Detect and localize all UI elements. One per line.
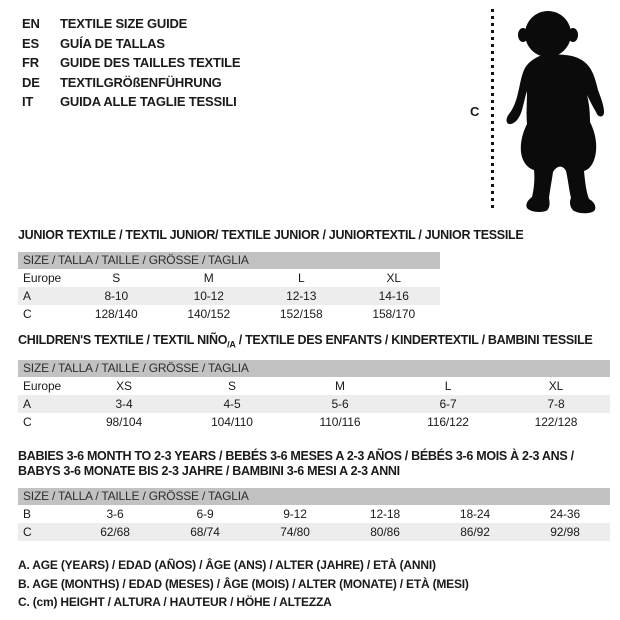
- age-value: 3-4: [115, 397, 133, 411]
- table-row-months: [18, 505, 610, 523]
- size-bar: SIZE / TALLA / TAILLE / GRÖSSE / TAGLIA: [18, 360, 610, 377]
- height-value: 104/110: [211, 415, 253, 429]
- row-label: Europe: [23, 379, 62, 393]
- height-value: 74/80: [280, 525, 310, 539]
- months-value: 6-9: [196, 507, 214, 521]
- age-value: 4-5: [223, 397, 241, 411]
- row-label: Europe: [23, 270, 62, 285]
- months-value: 9-12: [283, 507, 307, 521]
- months-value: 24-36: [549, 507, 581, 521]
- row-label: B: [23, 507, 31, 521]
- size-bar: SIZE / TALLA / TAILLE / GRÖSSE / TAGLIA: [18, 488, 610, 505]
- size-value: XL: [548, 379, 564, 393]
- section-title-junior: JUNIOR TEXTILE / TEXTIL JUNIOR/ TEXTILE JUNIOR / JUNIORTEXTIL / JUNIOR TESSILE: [18, 227, 524, 242]
- guide-title: GUIDE DES TAILLES TEXTILE: [60, 55, 241, 70]
- age-value: 7-8: [547, 397, 565, 411]
- language-code: DE: [22, 74, 40, 90]
- title-part: CHILDREN'S TEXTILE / TEXTIL NIÑO: [18, 332, 228, 347]
- height-value: 80/86: [370, 525, 400, 539]
- age-value: 5-6: [331, 397, 349, 411]
- language-row-it: [18, 92, 612, 112]
- children-size-table: [18, 360, 612, 431]
- age-value: 8-10: [104, 288, 129, 303]
- footnote-age-years: A. AGE (YEARS) / EDAD (AÑOS) / ÂGE (ANS) / ALTER (JAHRE) / ETÀ (ANNI): [18, 558, 436, 572]
- section-title-babies-line2: BABYS 3-6 MONATE BIS 2-3 JAHRE / BAMBINI 3-6 MESI A 2-3 ANNI: [18, 464, 400, 478]
- size-value: M: [203, 270, 214, 285]
- section-children: [18, 333, 612, 432]
- row-label: A: [23, 288, 31, 303]
- language-row-fr: [18, 53, 612, 73]
- size-value: XS: [116, 379, 132, 393]
- language-row-es: [18, 34, 612, 54]
- height-value: 62/68: [100, 525, 130, 539]
- row-label: C: [23, 415, 32, 429]
- row-label: C: [23, 306, 32, 321]
- title-part: / TEXTILE DES ENFANTS / KINDERTEXTIL / BAMBINI TESSILE: [235, 332, 593, 347]
- age-value: 10-12: [193, 288, 224, 303]
- language-code: ES: [22, 35, 39, 51]
- age-value: 14-16: [378, 288, 409, 303]
- height-value: 98/104: [105, 415, 143, 429]
- section-title-children: [18, 333, 612, 353]
- age-value: 6-7: [439, 397, 457, 411]
- size-value: L: [297, 270, 305, 285]
- footnote-age-months: B. AGE (MONTHS) / EDAD (MESES) / ÂGE (MOIS) / ALTER (MONATE) / ETÀ (MESI): [18, 576, 469, 591]
- height-value: 86/92: [460, 525, 490, 539]
- height-value: 158/170: [372, 306, 416, 321]
- title-subscript: /A: [227, 339, 236, 349]
- height-measure-label: C: [470, 104, 480, 119]
- guide-title: GUÍA DE TALLAS: [60, 35, 165, 51]
- row-label: A: [23, 397, 31, 411]
- footnote-height-cm: C. (cm) HEIGHT / ALTURA / HAUTEUR / HÖHE / ALTEZZA: [18, 595, 332, 609]
- legend-footnotes: [18, 556, 612, 612]
- table-row-europe: [18, 377, 610, 395]
- language-title-list: [18, 14, 612, 112]
- babies-size-table: [18, 488, 612, 541]
- table-row-age: [18, 395, 610, 413]
- height-value: 92/98: [550, 525, 580, 539]
- size-value: L: [444, 379, 452, 393]
- height-value: 152/158: [279, 306, 323, 321]
- height-value: 68/74: [190, 525, 220, 539]
- months-value: 12-18: [369, 507, 401, 521]
- table-row-height: [18, 305, 440, 323]
- size-value: M: [335, 379, 345, 393]
- section-title-babies: [18, 449, 612, 479]
- height-value: 140/152: [187, 306, 231, 321]
- height-value: 128/140: [94, 306, 138, 321]
- row-label: C: [23, 525, 32, 539]
- months-value: 3-6: [106, 507, 124, 521]
- table-row-height: [18, 523, 610, 541]
- guide-title: TEXTILGRÖßENFÜHRUNG: [60, 74, 222, 90]
- language-code: EN: [22, 16, 40, 31]
- language-code: FR: [22, 55, 39, 70]
- size-value: XL: [386, 270, 401, 285]
- table-row-age: [18, 287, 440, 305]
- language-code: IT: [22, 94, 34, 109]
- section-junior: [18, 228, 612, 323]
- size-bar: SIZE / TALLA / TAILLE / GRÖSSE / TAGLIA: [18, 252, 440, 269]
- table-row-europe: [18, 269, 440, 287]
- age-value: 12-13: [286, 288, 317, 303]
- height-value: 122/128: [534, 415, 578, 429]
- months-value: 18-24: [459, 507, 491, 521]
- size-value: S: [112, 270, 121, 285]
- language-row-de: [18, 73, 612, 93]
- size-guide-content: [18, 14, 612, 612]
- table-row-height: [18, 413, 610, 431]
- section-babies: [18, 449, 612, 541]
- guide-title: GUIDA ALLE TAGLIE TESSILI: [60, 94, 237, 109]
- section-title-babies-line1: BABIES 3-6 MONTH TO 2-3 YEARS / BEBÉS 3-6 MESES A 2-3 AÑOS / BÉBÉS 3-6 MOIS À 2-3 ANS /: [18, 449, 574, 463]
- language-row-en: [18, 14, 612, 34]
- guide-title: TEXTILE SIZE GUIDE: [60, 16, 188, 31]
- junior-size-table: [18, 252, 612, 323]
- size-value: S: [228, 379, 236, 393]
- height-value: 110/116: [319, 415, 361, 429]
- height-value: 116/122: [427, 415, 469, 429]
